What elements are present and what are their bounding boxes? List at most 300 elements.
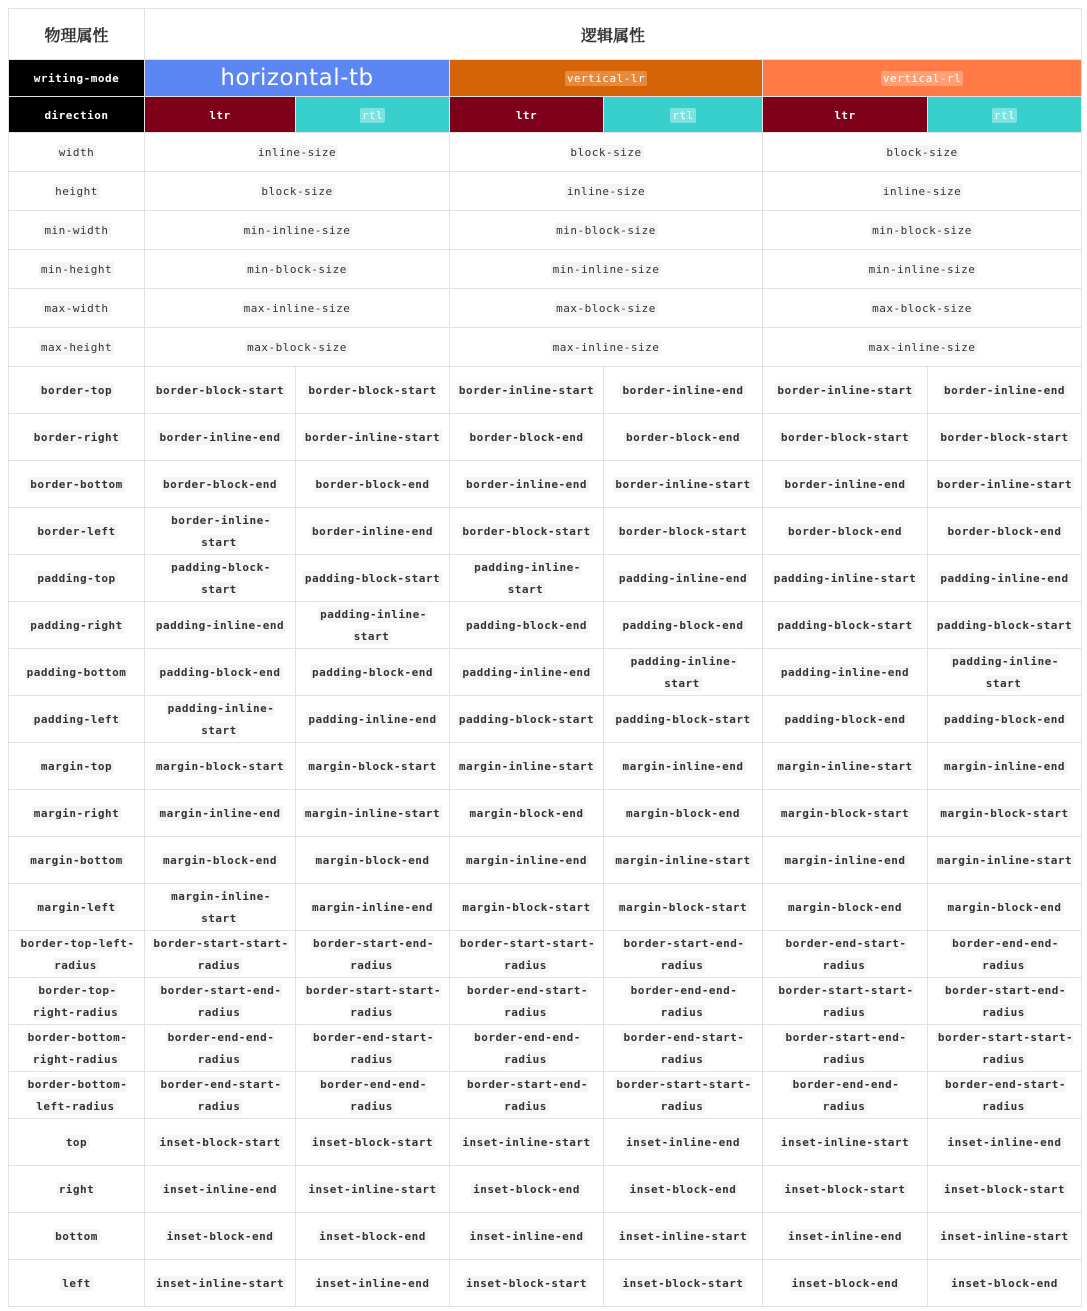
- logical-property: padding-block-start: [304, 572, 441, 585]
- writing-mode-label-cell: [9, 60, 145, 97]
- logical-property-cell: [296, 1166, 450, 1213]
- logical-property: border-end-end-radius: [167, 1031, 275, 1066]
- logical-property-cell: [145, 508, 296, 555]
- detail-row: [9, 508, 1082, 555]
- logical-property-cell: [296, 1119, 450, 1166]
- logical-property-cell: [145, 367, 296, 414]
- logical-property-cell: [145, 978, 296, 1025]
- logical-property: border-inline-end: [622, 384, 744, 397]
- logical-property-cell: [763, 461, 928, 508]
- logical-property: margin-block-start: [155, 760, 285, 773]
- physical-property: border-top: [40, 384, 113, 397]
- logical-property: border-inline-start: [458, 384, 595, 397]
- logical-property-cell: [145, 602, 296, 649]
- logical-property: block-size: [261, 185, 333, 198]
- logical-property: border-start-start-radius: [305, 984, 442, 1019]
- direction-ltr-cell: [450, 97, 604, 133]
- logical-property: padding-block-start: [936, 619, 1073, 632]
- direction-rtl-cell: [928, 97, 1082, 133]
- logical-property-cell: [763, 328, 1082, 367]
- logical-property: padding-block-start: [171, 561, 271, 596]
- logical-property-cell: [763, 250, 1082, 289]
- logical-property-cell: [296, 1213, 450, 1260]
- writing-mode-label: writing-mode: [33, 72, 120, 85]
- logical-property: border-end-start-radius: [312, 1031, 435, 1066]
- logical-property: inset-block-end: [629, 1183, 737, 1196]
- direction-value: rtl: [361, 108, 384, 122]
- logical-property: margin-block-end: [788, 901, 902, 914]
- logical-property-cell: [604, 743, 763, 790]
- logical-property: inline-size: [882, 185, 962, 198]
- logical-property: max-block-size: [247, 341, 347, 354]
- logical-property-cell: [450, 931, 604, 978]
- logical-property: padding-block-start: [615, 713, 751, 726]
- logical-property-cell: [928, 555, 1082, 602]
- logical-property-cell: [450, 743, 604, 790]
- mode-vertical-lr-cell: [450, 60, 763, 97]
- logical-property-cell: [450, 884, 604, 931]
- physical-property-cell: [9, 602, 145, 649]
- detail-row: [9, 649, 1082, 696]
- logical-property-cell: [296, 414, 450, 461]
- direction-label-cell: [9, 97, 145, 133]
- logical-property-cell: [450, 696, 604, 743]
- logical-property-cell: [763, 884, 928, 931]
- logical-property-cell: [296, 1025, 450, 1072]
- logical-property-cell: [763, 978, 928, 1025]
- logical-property: border-start-end-radius: [312, 937, 435, 972]
- writing-mode-row: [9, 60, 1082, 97]
- logical-property-cell: [763, 696, 928, 743]
- physical-property: bottom: [55, 1230, 98, 1243]
- logical-property: padding-inline-start: [952, 655, 1059, 690]
- logical-property-cell: [450, 555, 604, 602]
- logical-property: inline-size: [566, 185, 646, 198]
- physical-property: margin-left: [37, 901, 116, 914]
- logical-property-cell: [763, 555, 928, 602]
- physical-property: border-bottom-right-radius: [27, 1031, 128, 1066]
- logical-property-cell: [763, 508, 928, 555]
- logical-property-cell: [450, 1025, 604, 1072]
- logical-property: padding-block-end: [311, 666, 434, 679]
- logical-property: border-block-end: [788, 525, 902, 538]
- logical-property: max-block-size: [872, 302, 972, 315]
- logical-property-cell: [763, 172, 1082, 211]
- detail-row: [9, 1166, 1082, 1213]
- logical-property-cell: [450, 1260, 604, 1307]
- physical-property-cell: [9, 250, 145, 289]
- logical-property: border-start-start-radius: [153, 937, 289, 972]
- logical-property-cell: [928, 1260, 1082, 1307]
- logical-property-cell: [928, 1213, 1082, 1260]
- logical-property: border-end-end-radius: [320, 1078, 427, 1113]
- logical-property: inset-block-end: [166, 1230, 274, 1243]
- detail-row: [9, 1072, 1082, 1119]
- logical-property-cell: [145, 884, 296, 931]
- logical-property-cell: [145, 1166, 296, 1213]
- physical-property-cell: [9, 461, 145, 508]
- logical-property: border-inline-start: [304, 431, 441, 444]
- logical-property: block-size: [570, 146, 642, 159]
- comparison-table-container: [8, 8, 1081, 1307]
- logical-property: padding-inline-end: [462, 666, 591, 679]
- logical-property: inset-inline-start: [155, 1277, 285, 1290]
- logical-property: border-block-start: [155, 384, 285, 397]
- size-row: [9, 211, 1082, 250]
- logical-property-cell: [450, 790, 604, 837]
- logical-property-cell: [604, 367, 763, 414]
- logical-property-cell: [145, 931, 296, 978]
- physical-property: padding-left: [33, 713, 120, 726]
- logical-property-cell: [928, 696, 1082, 743]
- logical-property-cell: [296, 1260, 450, 1307]
- logical-property: padding-inline-end: [780, 666, 910, 679]
- logical-property: margin-block-start: [940, 807, 1069, 820]
- logical-property: padding-inline-start: [630, 655, 738, 690]
- logical-property: min-inline-size: [552, 263, 660, 276]
- logical-property: inset-block-start: [784, 1183, 906, 1196]
- physical-property: border-bottom: [30, 478, 123, 491]
- logical-property-cell: [450, 837, 604, 884]
- logical-property: border-block-end: [163, 478, 277, 491]
- physical-property: border-right: [33, 431, 120, 444]
- logical-property-cell: [145, 461, 296, 508]
- logical-property: margin-block-start: [780, 807, 910, 820]
- logical-property-cell: [450, 649, 604, 696]
- logical-property: margin-block-end: [315, 854, 430, 867]
- logical-property-cell: [145, 1213, 296, 1260]
- logical-property: padding-block-end: [622, 619, 744, 632]
- logical-property: inset-block-start: [943, 1183, 1066, 1196]
- physical-property: min-height: [40, 263, 113, 276]
- physical-property: border-left: [37, 525, 116, 538]
- logical-property-cell: [604, 1260, 763, 1307]
- logical-property-cell: [296, 743, 450, 790]
- logical-property-cell: [450, 172, 763, 211]
- logical-property-cell: [928, 1119, 1082, 1166]
- direction-value: ltr: [834, 108, 856, 122]
- logical-property: border-block-end: [469, 431, 584, 444]
- detail-row: [9, 743, 1082, 790]
- logical-property-cell: [763, 367, 928, 414]
- logical-property-cell: [928, 461, 1082, 508]
- size-row: [9, 250, 1082, 289]
- physical-property-cell: [9, 133, 145, 172]
- logical-property-cell: [928, 367, 1082, 414]
- logical-property-cell: [296, 696, 450, 743]
- logical-property: margin-inline-end: [159, 807, 281, 820]
- logical-property-cell: [145, 1072, 296, 1119]
- mode-horizontal-tb: horizontal-tb: [220, 65, 374, 91]
- physical-property-cell: [9, 1119, 145, 1166]
- logical-property: border-block-start: [618, 525, 748, 538]
- logical-property-cell: [928, 837, 1082, 884]
- logical-property-cell: [763, 289, 1082, 328]
- logical-property: inline-size: [257, 146, 337, 159]
- physical-property-cell: [9, 1072, 145, 1119]
- size-row: [9, 133, 1082, 172]
- logical-property: inset-inline-start: [618, 1230, 748, 1243]
- logical-property-cell: [145, 649, 296, 696]
- logical-property: border-inline-end: [159, 431, 281, 444]
- detail-row: [9, 790, 1082, 837]
- logical-property-cell: [763, 837, 928, 884]
- logical-property-cell: [145, 133, 450, 172]
- logical-property-cell: [145, 1260, 296, 1307]
- logical-property: margin-block-start: [308, 760, 437, 773]
- logical-property-cell: [450, 211, 763, 250]
- direction-row: [9, 97, 1082, 133]
- logical-property-cell: [145, 1119, 296, 1166]
- logical-property-cell: [604, 602, 763, 649]
- logical-property: margin-inline-start: [458, 760, 595, 773]
- direction-value: ltr: [209, 108, 231, 122]
- logical-property-cell: [604, 508, 763, 555]
- physical-property: margin-top: [40, 760, 113, 773]
- logical-property: margin-inline-end: [465, 854, 588, 867]
- mode-vertical-rl: vertical-rl: [882, 72, 962, 85]
- logical-property: border-start-start-radius: [778, 984, 914, 1019]
- physical-property: max-height: [40, 341, 113, 354]
- logical-property: border-inline-end: [311, 525, 434, 538]
- logical-property-cell: [145, 250, 450, 289]
- physical-property-cell: [9, 978, 145, 1025]
- logical-property-cell: [145, 289, 450, 328]
- physical-property: padding-top: [37, 572, 116, 585]
- logical-property-cell: [604, 649, 763, 696]
- logical-property-cell: [928, 1166, 1082, 1213]
- logical-property-cell: [145, 414, 296, 461]
- logical-property: min-inline-size: [868, 263, 976, 276]
- logical-property-cell: [763, 649, 928, 696]
- logical-property: margin-inline-start: [171, 890, 271, 925]
- logical-property-cell: [296, 555, 450, 602]
- logical-property-cell: [145, 743, 296, 790]
- physical-property: width: [58, 146, 95, 159]
- logical-property: inset-block-end: [473, 1183, 580, 1196]
- logical-property: border-block-start: [462, 525, 591, 538]
- logical-property-cell: [450, 1119, 604, 1166]
- logical-property-cell: [763, 743, 928, 790]
- logical-property: margin-block-start: [618, 901, 748, 914]
- logical-property: inset-inline-start: [462, 1136, 591, 1149]
- logical-properties-table: [8, 8, 1082, 1307]
- logical-property: border-end-start-radius: [623, 1031, 745, 1066]
- logical-property: min-block-size: [872, 224, 972, 237]
- physical-property-cell: [9, 414, 145, 461]
- logical-property-cell: [763, 1072, 928, 1119]
- logical-property: border-inline-start: [615, 478, 751, 491]
- logical-property-cell: [928, 931, 1082, 978]
- direction-rtl-cell: [604, 97, 763, 133]
- logical-property: min-inline-size: [243, 224, 351, 237]
- logical-property: margin-inline-start: [304, 807, 441, 820]
- logical-property: margin-inline-start: [936, 854, 1073, 867]
- direction-label: direction: [44, 108, 109, 122]
- logical-property: max-inline-size: [243, 302, 351, 315]
- logical-property: inset-block-start: [311, 1136, 434, 1149]
- logical-property: padding-inline-end: [618, 572, 748, 585]
- logical-property-cell: [450, 602, 604, 649]
- logical-property: margin-inline-end: [622, 760, 744, 773]
- logical-property-cell: [296, 790, 450, 837]
- logical-property-cell: [145, 837, 296, 884]
- logical-property: padding-block-start: [777, 619, 913, 632]
- logical-property-cell: [145, 172, 450, 211]
- logical-property: border-start-end-radius: [160, 984, 282, 1019]
- logical-property-cell: [604, 414, 763, 461]
- logical-property: border-block-end: [626, 431, 740, 444]
- logical-property: padding-inline-start: [773, 572, 917, 585]
- logical-property: inset-inline-start: [940, 1230, 1069, 1243]
- logical-property-cell: [450, 133, 763, 172]
- logical-property: inset-block-end: [319, 1230, 426, 1243]
- detail-row: [9, 414, 1082, 461]
- logical-property-cell: [296, 367, 450, 414]
- logical-property: inset-inline-end: [788, 1230, 902, 1243]
- logical-property-cell: [296, 837, 450, 884]
- physical-property-cell: [9, 172, 145, 211]
- logical-property-cell: [763, 414, 928, 461]
- logical-property: border-inline-end: [465, 478, 588, 491]
- logical-property-cell: [763, 602, 928, 649]
- detail-row: [9, 367, 1082, 414]
- detail-row: [9, 1119, 1082, 1166]
- logical-property: border-start-start-radius: [616, 1078, 752, 1113]
- logical-property: margin-inline-end: [943, 760, 1066, 773]
- logical-property-cell: [296, 461, 450, 508]
- direction-value: rtl: [993, 108, 1016, 122]
- direction-value: ltr: [515, 108, 538, 122]
- size-row: [9, 172, 1082, 211]
- logical-property-cell: [928, 508, 1082, 555]
- logical-property-cell: [296, 508, 450, 555]
- logical-property-cell: [604, 884, 763, 931]
- logical-property-cell: [928, 602, 1082, 649]
- logical-property-cell: [604, 837, 763, 884]
- logical-property: inset-inline-end: [315, 1277, 430, 1290]
- logical-property-cell: [450, 250, 763, 289]
- logical-property: border-start-start-radius: [459, 937, 596, 972]
- physical-property-cell: [9, 1213, 145, 1260]
- logical-property-cell: [296, 602, 450, 649]
- logical-property-cell: [450, 508, 604, 555]
- logical-property: border-block-start: [308, 384, 437, 397]
- logical-property: inset-inline-start: [780, 1136, 910, 1149]
- logical-property-cell: [604, 1119, 763, 1166]
- physical-property: padding-bottom: [26, 666, 127, 679]
- logical-property: border-end-start-radius: [160, 1078, 282, 1113]
- logical-property: border-inline-start: [936, 478, 1073, 491]
- logical-property: border-block-end: [947, 525, 1062, 538]
- logical-property: block-size: [886, 146, 958, 159]
- logical-property: border-end-start-radius: [466, 984, 589, 1019]
- logical-property-cell: [928, 1025, 1082, 1072]
- physical-property-cell: [9, 931, 145, 978]
- logical-property: margin-block-end: [626, 807, 740, 820]
- logical-property-cell: [928, 790, 1082, 837]
- logical-property: inset-inline-start: [308, 1183, 437, 1196]
- logical-property: inset-block-start: [622, 1277, 744, 1290]
- logical-property: border-end-end-radius: [792, 1078, 900, 1113]
- physical-property-cell: [9, 367, 145, 414]
- logical-property: inset-inline-end: [947, 1136, 1062, 1149]
- physical-property: border-top-left-radius: [20, 937, 135, 972]
- logical-property: inset-block-start: [159, 1136, 281, 1149]
- physical-property: margin-right: [33, 807, 120, 820]
- logical-property-cell: [450, 1072, 604, 1119]
- logical-property-cell: [763, 1119, 928, 1166]
- physical-property-cell: [9, 508, 145, 555]
- physical-property: margin-bottom: [30, 854, 123, 867]
- physical-property-cell: [9, 743, 145, 790]
- logical-property: max-inline-size: [868, 341, 976, 354]
- logical-property-cell: [296, 884, 450, 931]
- logical-property: border-end-end-radius: [952, 937, 1059, 972]
- logical-property-cell: [604, 1213, 763, 1260]
- detail-row: [9, 837, 1082, 884]
- logical-property-cell: [928, 1072, 1082, 1119]
- physical-property-cell: [9, 555, 145, 602]
- physical-property: padding-right: [30, 619, 123, 632]
- logical-property: border-end-start-radius: [944, 1078, 1067, 1113]
- logical-property: border-inline-end: [784, 478, 906, 491]
- logical-property-cell: [450, 1213, 604, 1260]
- detail-row: [9, 884, 1082, 931]
- logical-property-cell: [763, 1260, 928, 1307]
- logical-property: padding-block-end: [784, 713, 906, 726]
- logical-property-cell: [450, 328, 763, 367]
- logical-property: border-inline-start: [777, 384, 913, 397]
- logical-property-cell: [604, 1072, 763, 1119]
- logical-property-cell: [928, 414, 1082, 461]
- logical-property-cell: [604, 978, 763, 1025]
- physical-property: border-bottom-left-radius: [27, 1078, 128, 1113]
- logical-property: border-end-end-radius: [474, 1031, 581, 1066]
- physical-property-cell: [9, 289, 145, 328]
- physical-property: height: [55, 185, 98, 198]
- logical-property-cell: [450, 1166, 604, 1213]
- physical-property: top: [65, 1136, 88, 1149]
- logical-property: border-start-end-radius: [623, 937, 745, 972]
- size-row: [9, 328, 1082, 367]
- logical-property: margin-block-start: [462, 901, 591, 914]
- logical-property-cell: [763, 1213, 928, 1260]
- logical-property: margin-block-end: [469, 807, 584, 820]
- logical-property-cell: [604, 461, 763, 508]
- direction-ltr-cell: [763, 97, 928, 133]
- physical-property-cell: [9, 1166, 145, 1213]
- logical-property: margin-inline-end: [311, 901, 434, 914]
- physical-property-cell: [9, 884, 145, 931]
- logical-property-cell: [296, 1072, 450, 1119]
- logical-property: padding-inline-start: [320, 608, 427, 643]
- logical-property: border-end-start-radius: [785, 937, 907, 972]
- physical-property: min-width: [44, 224, 109, 237]
- logical-property: inset-block-end: [791, 1277, 899, 1290]
- physical-property-cell: [9, 328, 145, 367]
- logical-property-cell: [145, 211, 450, 250]
- logical-property: padding-inline-end: [155, 619, 285, 632]
- logical-property: margin-inline-start: [777, 760, 913, 773]
- logical-property: max-block-size: [556, 302, 656, 315]
- physical-property-cell: [9, 790, 145, 837]
- direction-ltr-cell: [145, 97, 296, 133]
- header-physical: 物理属性: [9, 9, 145, 60]
- header-logical: 逻辑属性: [145, 9, 1082, 60]
- detail-row: [9, 931, 1082, 978]
- logical-property: padding-block-end: [943, 713, 1066, 726]
